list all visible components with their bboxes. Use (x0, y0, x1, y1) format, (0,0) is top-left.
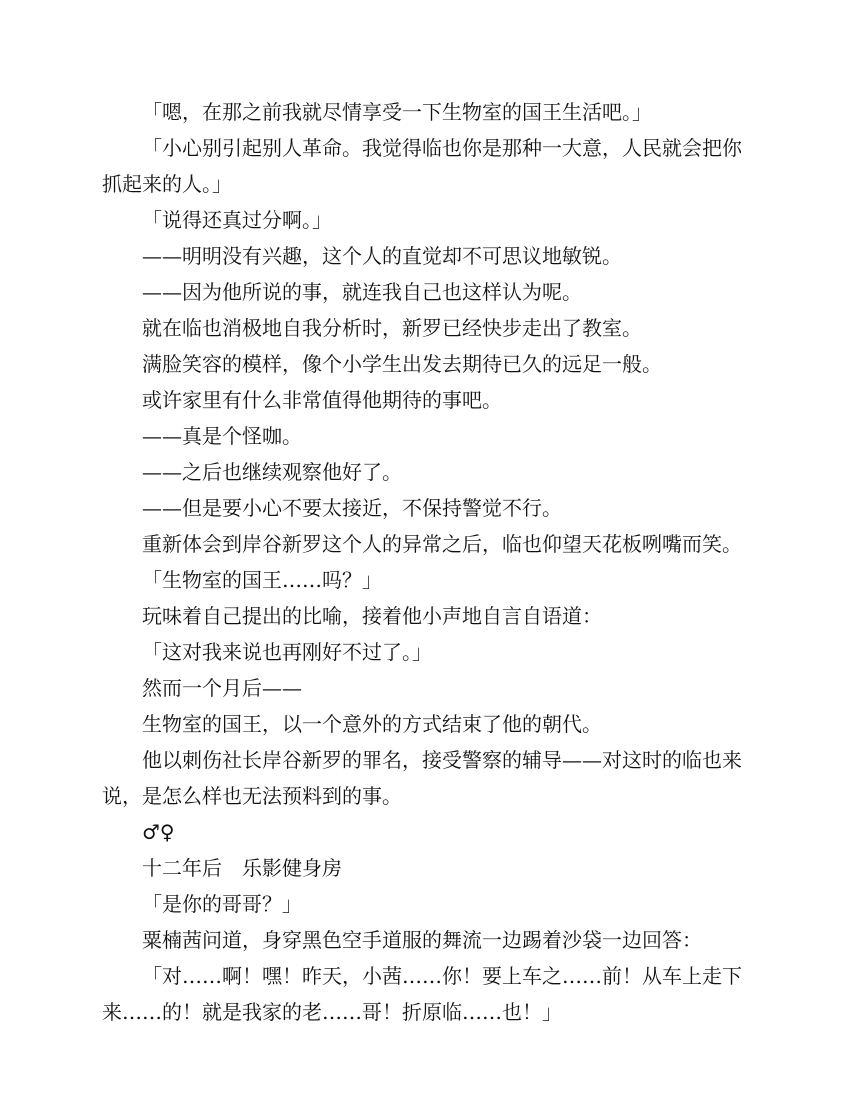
paragraph: 「小心别引起别人革命。我觉得临也你是那种一大意，人民就会把你抓起来的人。」 (102, 136, 742, 196)
paragraph: 或许家里有什么非常值得他期待的事吧。 (142, 388, 502, 412)
paragraph: ——之后也继续观察他好了。 (142, 460, 402, 484)
paragraph: 粟楠茜问道，身穿黑色空手道服的舞流一边踢着沙袋一边回答： (142, 928, 702, 952)
paragraph: 「是你的哥哥？」 (142, 892, 302, 916)
paragraph: 生物室的国王，以一个意外的方式结束了他的朝代。 (142, 712, 602, 736)
paragraph: 「这对我来说也再刚好不过了。」 (142, 640, 432, 664)
paragraph: ——真是个怪咖。 (142, 424, 302, 448)
paragraph: 就在临也消极地自我分析时，新罗已经快步走出了教室。 (142, 316, 642, 340)
paragraph: 「嗯，在那之前我就尽情享受一下生物室的国王生活吧。」 (142, 100, 652, 124)
paragraph: 满脸笑容的模样，像个小学生出发去期待已久的远足一般。 (142, 352, 662, 376)
body-text (102, 94, 752, 1030)
paragraph: 「对……啊！嘿！昨天，小茜……你！要上车之……前！从车上走下来……的！就是我家的老……哥！折原临……也！」 (102, 964, 742, 1024)
paragraph: ——因为他所说的事，就连我自己也这样认为呢。 (142, 280, 582, 304)
paragraph: ——明明没有兴趣，这个人的直觉却不可思议地敏锐。 (142, 244, 622, 268)
paragraph: ——但是要小心不要太接近，不保持警觉不行。 (142, 496, 562, 520)
paragraph: 玩味着自己提出的比喻，接着他小声地自言自语道： (142, 604, 602, 628)
paragraph: 然而一个月后—— (142, 676, 302, 700)
paragraph: 他以刺伤社长岸谷新罗的罪名，接受警察的辅导——对这时的临也来说，是怎么样也无法预料到的事。 (102, 748, 742, 808)
paragraph: 「说得还真过分啊。」 (142, 208, 332, 232)
paragraph: 「生物室的国王……吗？」 (142, 568, 382, 592)
paragraph: 重新体会到岸谷新罗这个人的异常之后，临也仰望天花板咧嘴而笑。 (142, 532, 742, 556)
section-heading: 十二年后 乐影健身房 (142, 856, 342, 880)
section-break-symbol: ♂♀ (142, 820, 175, 844)
